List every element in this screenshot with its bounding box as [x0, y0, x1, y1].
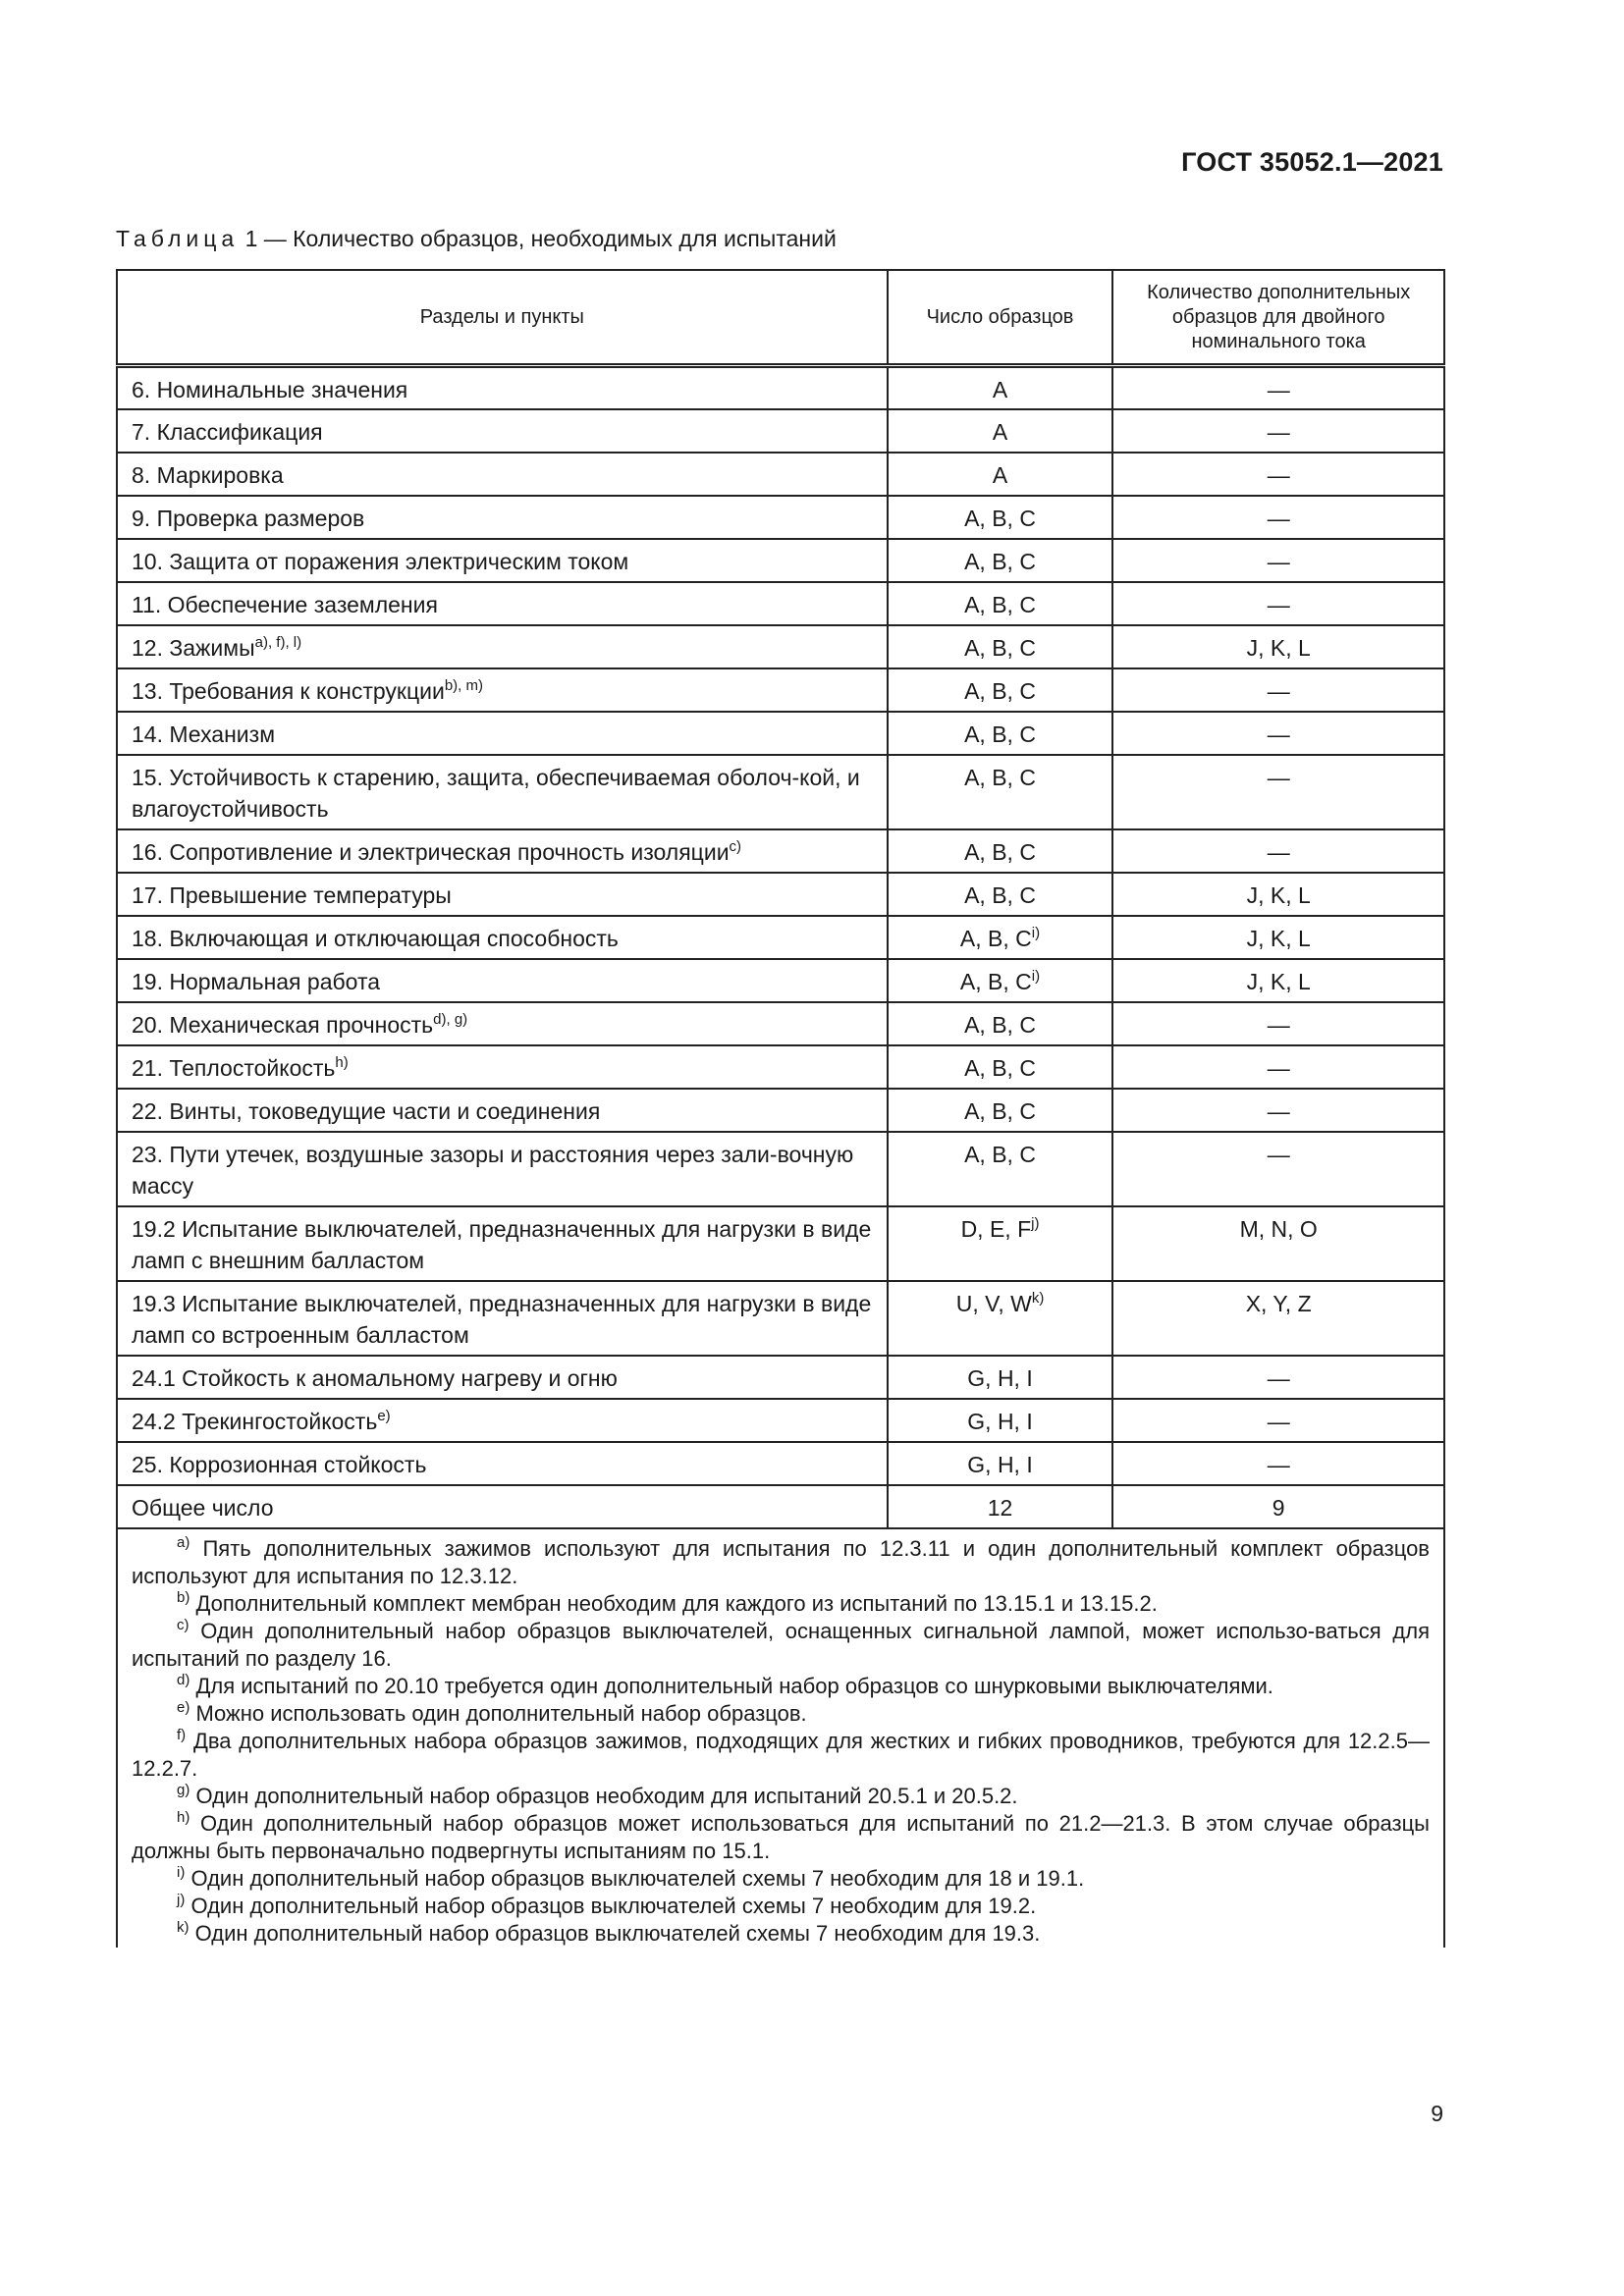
footnote-mark: b)	[177, 1588, 190, 1606]
footnote-ref: e)	[377, 1407, 391, 1424]
samples-table	[116, 269, 1445, 1948]
footnote-ref: i)	[1031, 924, 1041, 941]
cell-section	[117, 1206, 888, 1281]
sample-count-text: A	[992, 418, 1008, 445]
footnote	[132, 1700, 1430, 1728]
cell-extra-samples: —	[1112, 582, 1444, 625]
cell-extra-samples: —	[1112, 1045, 1444, 1089]
cell-extra-samples: X, Y, Z	[1112, 1281, 1444, 1356]
section-text: 21. Теплостойкость	[132, 1054, 336, 1081]
cell-section	[117, 1281, 888, 1356]
section-text: 11. Обеспечение заземления	[132, 591, 438, 617]
cell-sample-count	[888, 496, 1113, 539]
table-row	[117, 1089, 1444, 1132]
cell-section	[117, 668, 888, 712]
cell-sample-count	[888, 712, 1113, 755]
footnote	[132, 1893, 1430, 1920]
table-row	[117, 668, 1444, 712]
footnote-text: Один дополнительный набор образцов необходим для испытаний 20.5.1 и 20.5.2.	[195, 1783, 1018, 1808]
section-text: 18. Включающая и отключающая способность	[132, 925, 619, 951]
cell-section	[117, 582, 888, 625]
footnote-mark: f)	[177, 1726, 187, 1743]
footnote-mark: c)	[177, 1616, 189, 1633]
table-caption-label: Таблица	[116, 226, 240, 251]
sample-count-text: A, B, C	[964, 1141, 1036, 1167]
cell-extra-samples: M, N, O	[1112, 1206, 1444, 1281]
cell-sample-count	[888, 453, 1113, 496]
footnote	[132, 1920, 1430, 1948]
table-row	[117, 1356, 1444, 1399]
cell-sample-count	[888, 959, 1113, 1002]
sample-count-text: A, B, C	[964, 881, 1036, 908]
footnote	[132, 1810, 1430, 1865]
section-text: Общее число	[132, 1494, 274, 1521]
cell-sample-count	[888, 1442, 1113, 1485]
table-row	[117, 1132, 1444, 1206]
footnote-text: Один дополнительный набор образцов выключателей схемы 7 необходим для 19.3.	[194, 1920, 1041, 1946]
cell-section	[117, 1045, 888, 1089]
cell-sample-count	[888, 1002, 1113, 1045]
cell-section	[117, 496, 888, 539]
cell-extra-samples: —	[1112, 1442, 1444, 1485]
table-row	[117, 1281, 1444, 1356]
footnote	[132, 1590, 1430, 1618]
sample-count-text: A, B, C	[964, 1097, 1036, 1124]
footnote	[132, 1618, 1430, 1673]
cell-extra-samples: —	[1112, 409, 1444, 453]
table-row	[117, 1399, 1444, 1442]
sample-count-text: A, B, C	[964, 764, 1036, 790]
cell-section	[117, 916, 888, 959]
table-row	[117, 409, 1444, 453]
cell-sample-count	[888, 1281, 1113, 1356]
table-row	[117, 755, 1444, 829]
section-text: 10. Защита от поражения электрическим током	[132, 548, 629, 574]
page-number: 9	[1431, 2101, 1443, 2126]
table-row	[117, 1485, 1444, 1528]
cell-sample-count	[888, 1045, 1113, 1089]
sample-count-text: A, B, C	[964, 548, 1036, 574]
cell-extra-samples: 9	[1112, 1485, 1444, 1528]
cell-sample-count	[888, 582, 1113, 625]
table-row	[117, 916, 1444, 959]
section-text: 24.1 Стойкость к аномальному нагреву и огню	[132, 1364, 618, 1391]
footnote-ref: a), f), l)	[254, 633, 302, 651]
footnotes-row	[117, 1528, 1444, 1948]
cell-section	[117, 1002, 888, 1045]
section-text: 12. Зажимы	[132, 634, 255, 661]
cell-extra-samples: J, K, L	[1112, 916, 1444, 959]
footnote-ref: b), m)	[444, 676, 483, 694]
section-text: 6. Номинальные значения	[132, 377, 408, 402]
sample-count-text: A, B, C	[964, 838, 1036, 865]
section-text: 23. Пути утечек, воздушные зазоры и расстояния через зали-вочную массу	[132, 1141, 854, 1199]
footnote-mark: j)	[177, 1891, 186, 1908]
cell-extra-samples: —	[1112, 496, 1444, 539]
cell-section	[117, 873, 888, 916]
sample-count-text: A, B, C	[964, 721, 1036, 747]
cell-section	[117, 539, 888, 582]
cell-extra-samples: —	[1112, 1089, 1444, 1132]
footnote-mark: d)	[177, 1671, 190, 1688]
cell-sample-count	[888, 873, 1113, 916]
footnote-text: Два дополнительных набора образцов зажимов, подходящих для жестких и гибких проводников, требуются для 12.2.5—12.2.7.	[132, 1728, 1430, 1781]
cell-extra-samples: J, K, L	[1112, 959, 1444, 1002]
section-text: 9. Проверка размеров	[132, 505, 365, 531]
cell-section	[117, 712, 888, 755]
sample-count-text: U, V, W	[955, 1290, 1032, 1316]
cell-sample-count	[888, 1206, 1113, 1281]
section-text: 20. Механическая прочность	[132, 1011, 434, 1038]
section-text: 13. Требования к конструкции	[132, 677, 445, 704]
section-text: 8. Маркировка	[132, 461, 284, 488]
table-caption	[116, 226, 837, 252]
footnote	[132, 1783, 1430, 1810]
footnote-mark: e)	[177, 1698, 190, 1716]
footnote-text: Один дополнительный набор образцов может использоваться для испытаний по 21.2—21.3. В этом случае образцы должны быть первоначально подвергнуты испытаниям по 15.1.	[132, 1810, 1430, 1863]
cell-extra-samples: —	[1112, 1132, 1444, 1206]
table-row	[117, 625, 1444, 668]
footnote	[132, 1535, 1430, 1590]
table-row	[117, 873, 1444, 916]
cell-sample-count	[888, 1132, 1113, 1206]
cell-extra-samples: —	[1112, 712, 1444, 755]
cell-sample-count	[888, 916, 1113, 959]
section-text: 22. Винты, токоведущие части и соединения	[132, 1097, 601, 1124]
cell-extra-samples: —	[1112, 1399, 1444, 1442]
cell-sample-count	[888, 539, 1113, 582]
table-row	[117, 1045, 1444, 1089]
cell-section	[117, 453, 888, 496]
footnote-text: Для испытаний по 20.10 требуется один дополнительный набор образцов со шнурковыми выключателями.	[195, 1673, 1273, 1698]
footnote-mark: i)	[177, 1863, 186, 1881]
section-text: 7. Классификация	[132, 418, 323, 445]
section-text: 14. Механизм	[132, 721, 276, 747]
footnote	[132, 1673, 1430, 1700]
sample-count-text: G, H, I	[967, 1364, 1033, 1391]
table-row	[117, 959, 1444, 1002]
cell-section	[117, 366, 888, 409]
cell-extra-samples: —	[1112, 539, 1444, 582]
cell-section	[117, 959, 888, 1002]
sample-count-text: A, B, C	[959, 968, 1032, 994]
sample-count-text: G, H, I	[967, 1408, 1033, 1434]
cell-extra-samples: —	[1112, 829, 1444, 873]
header-sample-count: Число образцов	[888, 270, 1113, 366]
sample-count-text: 12	[987, 1494, 1013, 1521]
section-text: 17. Превышение температуры	[132, 881, 452, 908]
cell-section	[117, 1132, 888, 1206]
sample-count-text: A, B, C	[964, 1011, 1036, 1038]
table-caption-text: 1 — Количество образцов, необходимых для испытаний	[244, 226, 837, 251]
section-text: 19.3 Испытание выключателей, предназначенных для нагрузки в виде ламп со встроенным балластом	[132, 1290, 872, 1348]
table-row	[117, 712, 1444, 755]
header-extra-samples: Количество дополнительных образцов для двойного номинального тока	[1112, 270, 1444, 366]
cell-sample-count	[888, 1089, 1113, 1132]
cell-extra-samples: J, K, L	[1112, 873, 1444, 916]
footnote-mark: g)	[177, 1781, 190, 1798]
cell-sample-count	[888, 668, 1113, 712]
cell-sample-count	[888, 625, 1113, 668]
footnote	[132, 1728, 1430, 1783]
footnote-text: Один дополнительный набор образцов выключателей схемы 7 необходим для 19.2.	[190, 1893, 1037, 1918]
cell-section	[117, 409, 888, 453]
footnote-text: Один дополнительный набор образцов выключателей, оснащенных сигнальной лампой, может использо-ваться для испытаний по разделу 16.	[132, 1618, 1430, 1671]
cell-extra-samples: —	[1112, 1356, 1444, 1399]
cell-section	[117, 829, 888, 873]
table-row	[117, 1442, 1444, 1485]
cell-extra-samples: —	[1112, 755, 1444, 829]
cell-section	[117, 1399, 888, 1442]
table-row	[117, 366, 1444, 409]
document-id: ГОСТ 35052.1—2021	[1181, 147, 1443, 177]
footnote-ref: h)	[335, 1053, 349, 1071]
footnote-mark: h)	[177, 1808, 190, 1826]
sample-count-text: A, B, C	[959, 925, 1032, 951]
cell-sample-count	[888, 829, 1113, 873]
cell-sample-count	[888, 409, 1113, 453]
sample-count-text: G, H, I	[967, 1451, 1033, 1477]
table-row	[117, 582, 1444, 625]
cell-section	[117, 755, 888, 829]
section-text: 19. Нормальная работа	[132, 968, 381, 994]
sample-count-text: D, E, F	[960, 1215, 1032, 1242]
cell-extra-samples: J, K, L	[1112, 625, 1444, 668]
sample-count-text: A, B, C	[964, 1054, 1036, 1081]
table-row	[117, 1206, 1444, 1281]
table-header-row	[117, 270, 1444, 366]
cell-extra-samples: —	[1112, 1002, 1444, 1045]
footnote	[132, 1865, 1430, 1893]
sample-count-text: A, B, C	[964, 677, 1036, 704]
section-text: 19.2 Испытание выключателей, предназначенных для нагрузки в виде ламп с внешним балластом	[132, 1215, 872, 1273]
footnote-ref: c)	[729, 837, 742, 855]
cell-sample-count	[888, 1356, 1113, 1399]
footnote-text: Дополнительный комплект мембран необходим для каждого из испытаний по 13.15.1 и 13.15.2.	[195, 1590, 1158, 1616]
sample-count-text: A, B, C	[964, 505, 1036, 531]
sample-count-text: A	[992, 461, 1008, 488]
cell-section	[117, 1442, 888, 1485]
cell-sample-count	[888, 366, 1113, 409]
cell-sample-count	[888, 755, 1113, 829]
cell-extra-samples: —	[1112, 668, 1444, 712]
header-sections: Разделы и пункты	[117, 270, 888, 366]
cell-extra-samples: —	[1112, 453, 1444, 496]
cell-section	[117, 1356, 888, 1399]
sample-count-text: A, B, C	[964, 634, 1036, 661]
section-text: 25. Коррозионная стойкость	[132, 1451, 427, 1477]
footnote-ref: k)	[1031, 1289, 1045, 1307]
footnote-ref: j)	[1031, 1214, 1040, 1232]
footnote-text: Один дополнительный набор образцов выключателей схемы 7 необходим для 18 и 19.1.	[190, 1865, 1085, 1891]
cell-section	[117, 1089, 888, 1132]
footnote-ref: d), g)	[433, 1010, 468, 1028]
section-text: 15. Устойчивость к старению, защита, обеспечиваемая оболоч-кой, и влагоустойчивость	[132, 764, 860, 822]
table-row	[117, 1002, 1444, 1045]
footnote-text: Пять дополнительных зажимов используют для испытания по 12.3.11 и один дополнительный комплект образцов используют для испытания по 12.3.12.	[132, 1535, 1430, 1588]
table-row	[117, 829, 1444, 873]
table-footnotes	[117, 1528, 1444, 1948]
sample-count-text: A, B, C	[964, 591, 1036, 617]
footnote-text: Можно использовать один дополнительный набор образцов.	[195, 1700, 807, 1726]
table-row	[117, 496, 1444, 539]
cell-section	[117, 1485, 888, 1528]
section-text: 24.2 Трекингостойкость	[132, 1408, 378, 1434]
cell-sample-count	[888, 1485, 1113, 1528]
cell-extra-samples: —	[1112, 366, 1444, 409]
footnote-mark: k)	[177, 1918, 189, 1936]
sample-count-text: A	[992, 377, 1008, 402]
section-text: 16. Сопротивление и электрическая прочность изоляции	[132, 838, 730, 865]
table-row	[117, 539, 1444, 582]
table-row	[117, 453, 1444, 496]
footnote-mark: a)	[177, 1533, 190, 1551]
cell-sample-count	[888, 1399, 1113, 1442]
cell-section	[117, 625, 888, 668]
footnote-ref: i)	[1031, 967, 1041, 985]
